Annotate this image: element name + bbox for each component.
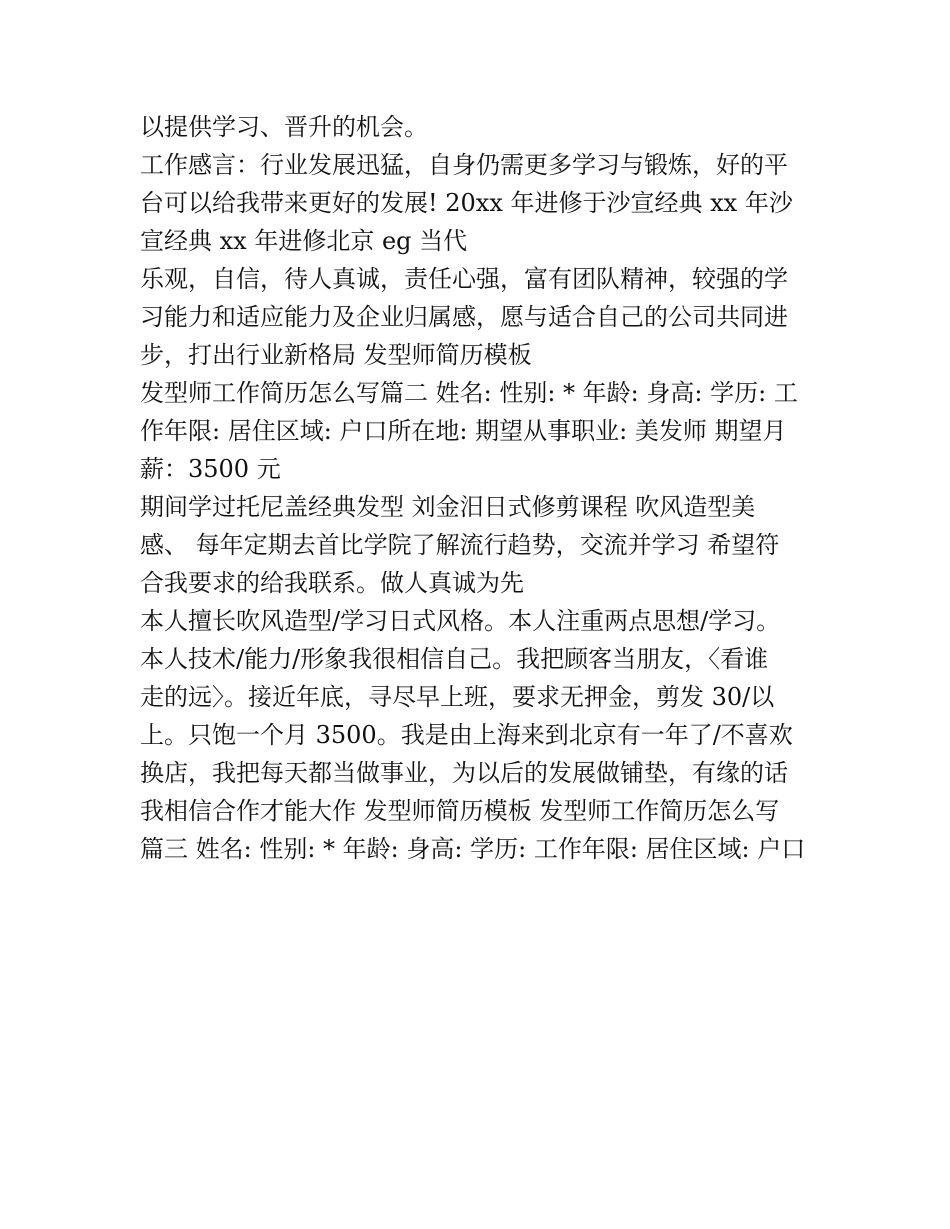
text-line: 期间学过托尼盖经典发型 刘金汨日式修剪课程 吹风造型美 xyxy=(140,493,756,521)
text-line: 上。只饱一个月 3500。我是由上海来到北京有一年了/不喜欢 xyxy=(140,721,793,749)
text-line: 合我要求的给我联系。做人真诚为先 xyxy=(140,569,524,597)
text-line: 感、 每年定期去首比学院了解流行趋势，交流并学习 希望符 xyxy=(140,531,780,559)
text-line: 步，打出行业新格局 发型师简历模板 xyxy=(140,341,532,369)
text-line: 作年限: 居住区域: 户口所在地: 期望从事职业: 美发师 期望月 xyxy=(140,417,787,445)
text-line: 篇三 姓名: 性别: * 年龄: 身高: 学历: 工作年限: 居住区域: 户口 xyxy=(140,835,806,863)
text-line: 换店，我把每天都当做事业，为以后的发展做铺垫，有缘的话 xyxy=(140,759,788,787)
text-line: 走的远〉。接近年底，寻尽早上班，要求无押金，剪发 30/以 xyxy=(140,683,775,711)
text-line: 乐观，自信，待人真诚，责任心强，富有团队精神，较强的学 xyxy=(140,265,788,293)
text-line: 台可以给我带来更好的发展! 20xx 年进修于沙宣经典 xx 年沙 xyxy=(140,189,793,217)
text-line: 宣经典 xx 年进修北京 eg 当代 xyxy=(140,227,468,255)
text-line: 习能力和适应能力及企业归属感，愿与适合自己的公司共同进 xyxy=(140,303,788,331)
text-line: 本人技术/能力/形象我很相信自己。我把顾客当朋友，〈看谁 xyxy=(140,645,769,673)
text-line: 本人擅长吹风造型/学习日式风格。本人注重两点思想/学习。 xyxy=(140,607,781,635)
text-line: 以提供学习、晋升的机会。 xyxy=(140,113,428,141)
text-line: 薪：3500 元 xyxy=(140,455,281,483)
text-line: 发型师工作简历怎么写篇二 姓名: 性别: * 年龄: 身高: 学历: 工 xyxy=(140,379,798,407)
text-line: 工作感言：行业发展迅猛，自身仍需更多学习与锻炼，好的平 xyxy=(140,151,788,179)
document-body xyxy=(140,108,820,868)
text-line: 我相信合作才能大作 发型师简历模板 发型师工作简历怎么写 xyxy=(140,797,780,825)
